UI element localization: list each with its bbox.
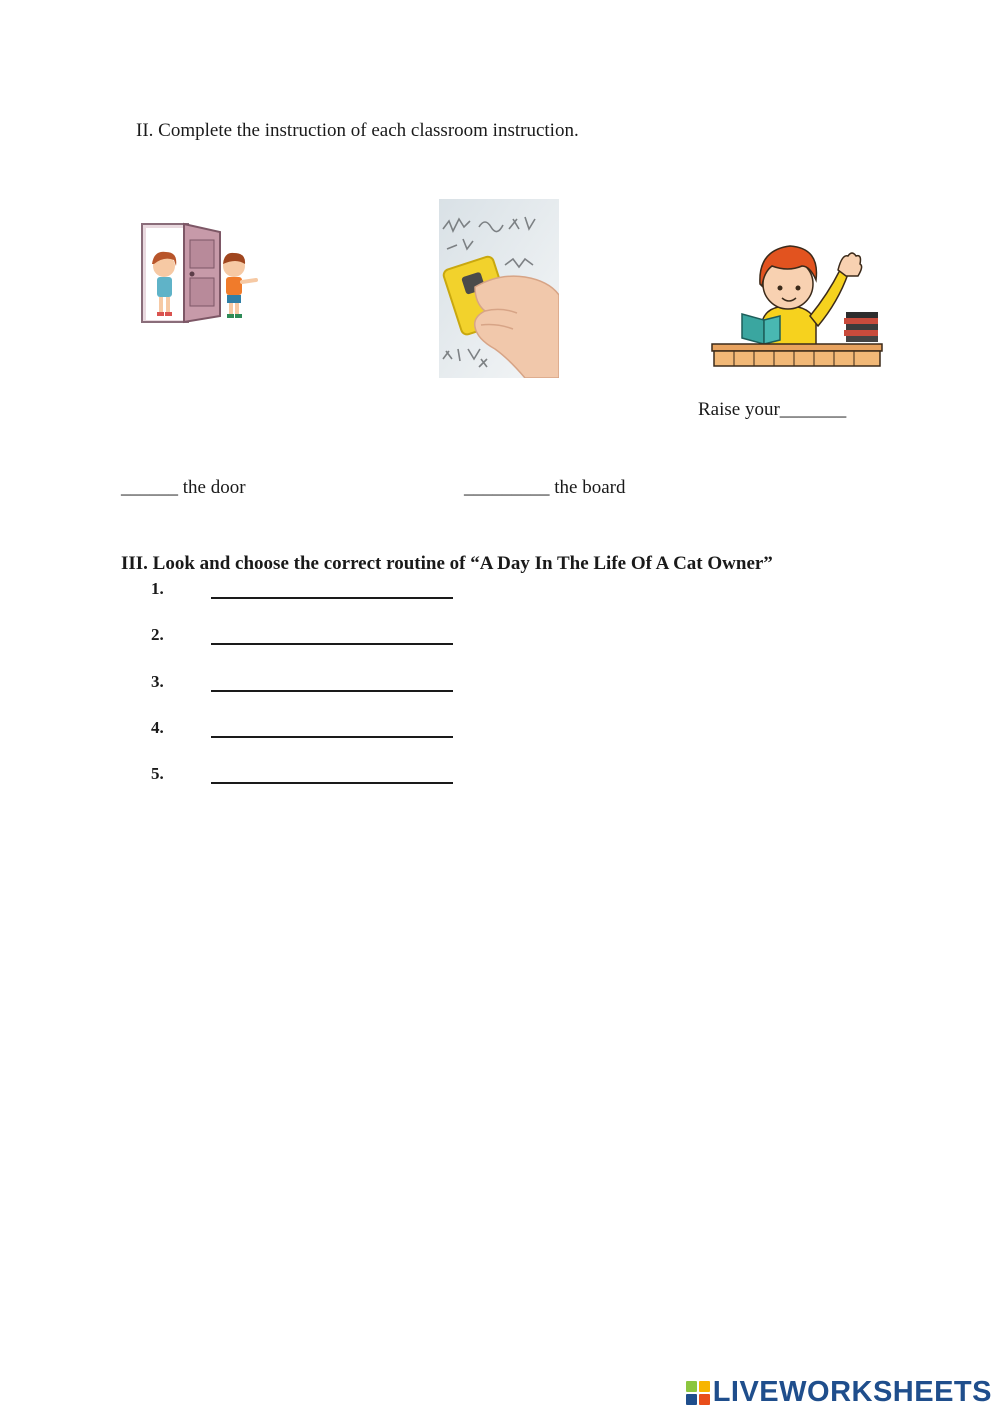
liveworksheets-logo <box>686 1376 992 1409</box>
answer-blank-2[interactable] <box>211 643 453 645</box>
open-door-caption: ______ the door <box>121 477 246 498</box>
liveworksheets-logo-text: LIVEWORKSHEETS <box>712 1376 992 1408</box>
liveworksheets-logo-icon <box>686 1381 710 1405</box>
answer-blank-5[interactable] <box>211 782 453 784</box>
answer-number-5: 5. <box>151 764 164 783</box>
answer-blank-3[interactable] <box>211 690 453 692</box>
answer-number-4: 4. <box>151 718 164 737</box>
answer-blank-1[interactable] <box>211 597 453 599</box>
answer-number-2: 2. <box>151 625 164 644</box>
raise-hand-caption: Raise your_______ <box>698 399 847 420</box>
erase-board-picture <box>439 199 559 378</box>
answer-blank-4[interactable] <box>211 736 453 738</box>
raise-hand-picture <box>710 236 885 368</box>
answer-number-3: 3. <box>151 672 164 691</box>
open-door-kids-picture <box>130 220 265 328</box>
section-2-title: II. Complete the instruction of each classroom instruction. <box>136 120 579 141</box>
erase-board-caption: _________ the board <box>464 477 626 498</box>
answer-number-1: 1. <box>151 579 164 598</box>
section-3-title: III. Look and choose the correct routine of “A Day In The Life Of A Cat Owner” <box>121 553 773 574</box>
